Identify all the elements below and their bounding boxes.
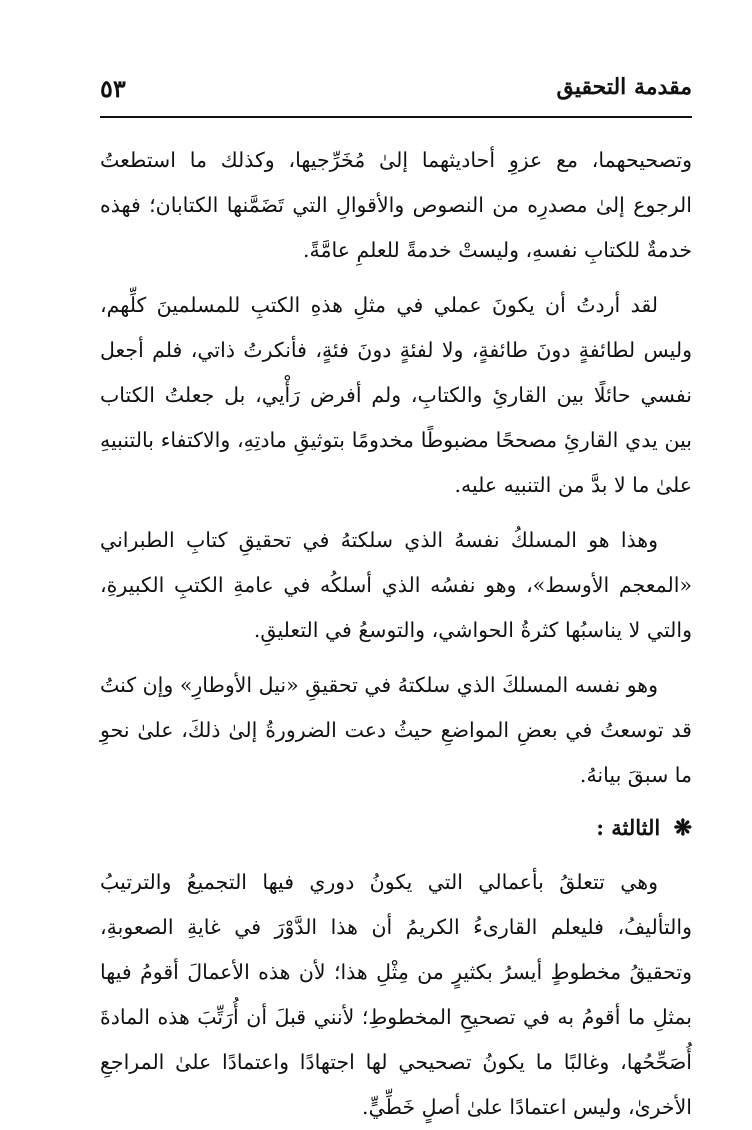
paragraph: لقد أردتُ أن يكونَ عملي في مثلِ هذهِ الكتبِ للمسلمينَ كلِّهم، وليس لطائفةٍ دونَ طائفةٍ، ولا لفئةٍ دونَ فئةٍ، فأنكرتُ ذاتي، فلم أجعل نفسي حائلًا بين القارئِ والكتابِ، ولم أفرض رَأْيي، بل جعلتُ الكتاب بين يدي القارئِ مصححًا مضبوطًا مخدومًا بتوثيقِ مادتِهِ، والاكتفاء بالتنبيهِ علىٰ ما لا بدَّ من التنبيه عليه. [100,293,692,497]
page-body [100,138,692,1130]
page-header [100,74,692,114]
paragraph: وتصحيحهما، مع عزوِ أحاديثهما إلىٰ مُخَرِّجيها، وكذلك ما استطعتُ الرجوع إلىٰ مصدرِه من النصوص والأقوالِ التي تَضَمَّنها الكتابان؛ فهذه خدمةٌ للكتابِ نفسهِ، وليستْ خدمةً للعلمِ عامَّةً. [100,148,692,262]
paragraph: وهذا هو المسلكُ نفسهُ الذي سلكتهُ في تحقيقِ كتابِ الطبراني «المعجم الأوسط»، وهو نفسُه الذي أسلكُه في عامةِ الكتبِ الكبيرةِ، والتي لا يناسبُها كثرةُ الحواشي، والتوسعُ في التعليقِ. [100,528,692,642]
paragraph: وهو نفسه المسلكَ الذي سلكتهُ في تحقيقِ «نيل الأوطارِ» وإن كنتُ قد توسعتُ في بعضِ المواضعِ حيثُ دعت الضرورةُ إلىٰ ذلكَ، علىٰ نحوِ ما سبقَ بيانهُ. [100,673,692,787]
section-heading [100,808,692,848]
page-number: ٥٣ [100,74,126,103]
running-title: مقدمة التحقيق [556,74,692,100]
asterisk-marker-icon: ❋ [673,815,692,841]
section-title: الثالثة : [596,815,661,840]
paragraph: وهي تتعلقُ بأعمالي التي يكونُ دوري فيها التجميعُ والترتيبُ والتأليفُ، فليعلم القارىءُ الكريمُ أن هذا الدَّوْرَ في غايةِ الصعوبةِ، وتحقيقُ مخطوطٍ أيسرُ بكثيرٍ من مِثْلِ هذا؛ لأن هذه الأعمالَ أقومُ فيها بمثلِ ما أقومُ به في تصحيحِ المخطوطِ؛ لأنني قبلَ أن أُرَتِّبَ هذه المادةَ أُصَحِّحُها، وغالبًا ما يكونُ تصحيحي لها اجتهادًا واعتمادًا علىٰ المراجعِ الأخرىٰ، وليس اعتمادًا علىٰ أصلٍ خَطِّيٍّ. [100,870,692,1119]
header-rule [100,116,692,118]
